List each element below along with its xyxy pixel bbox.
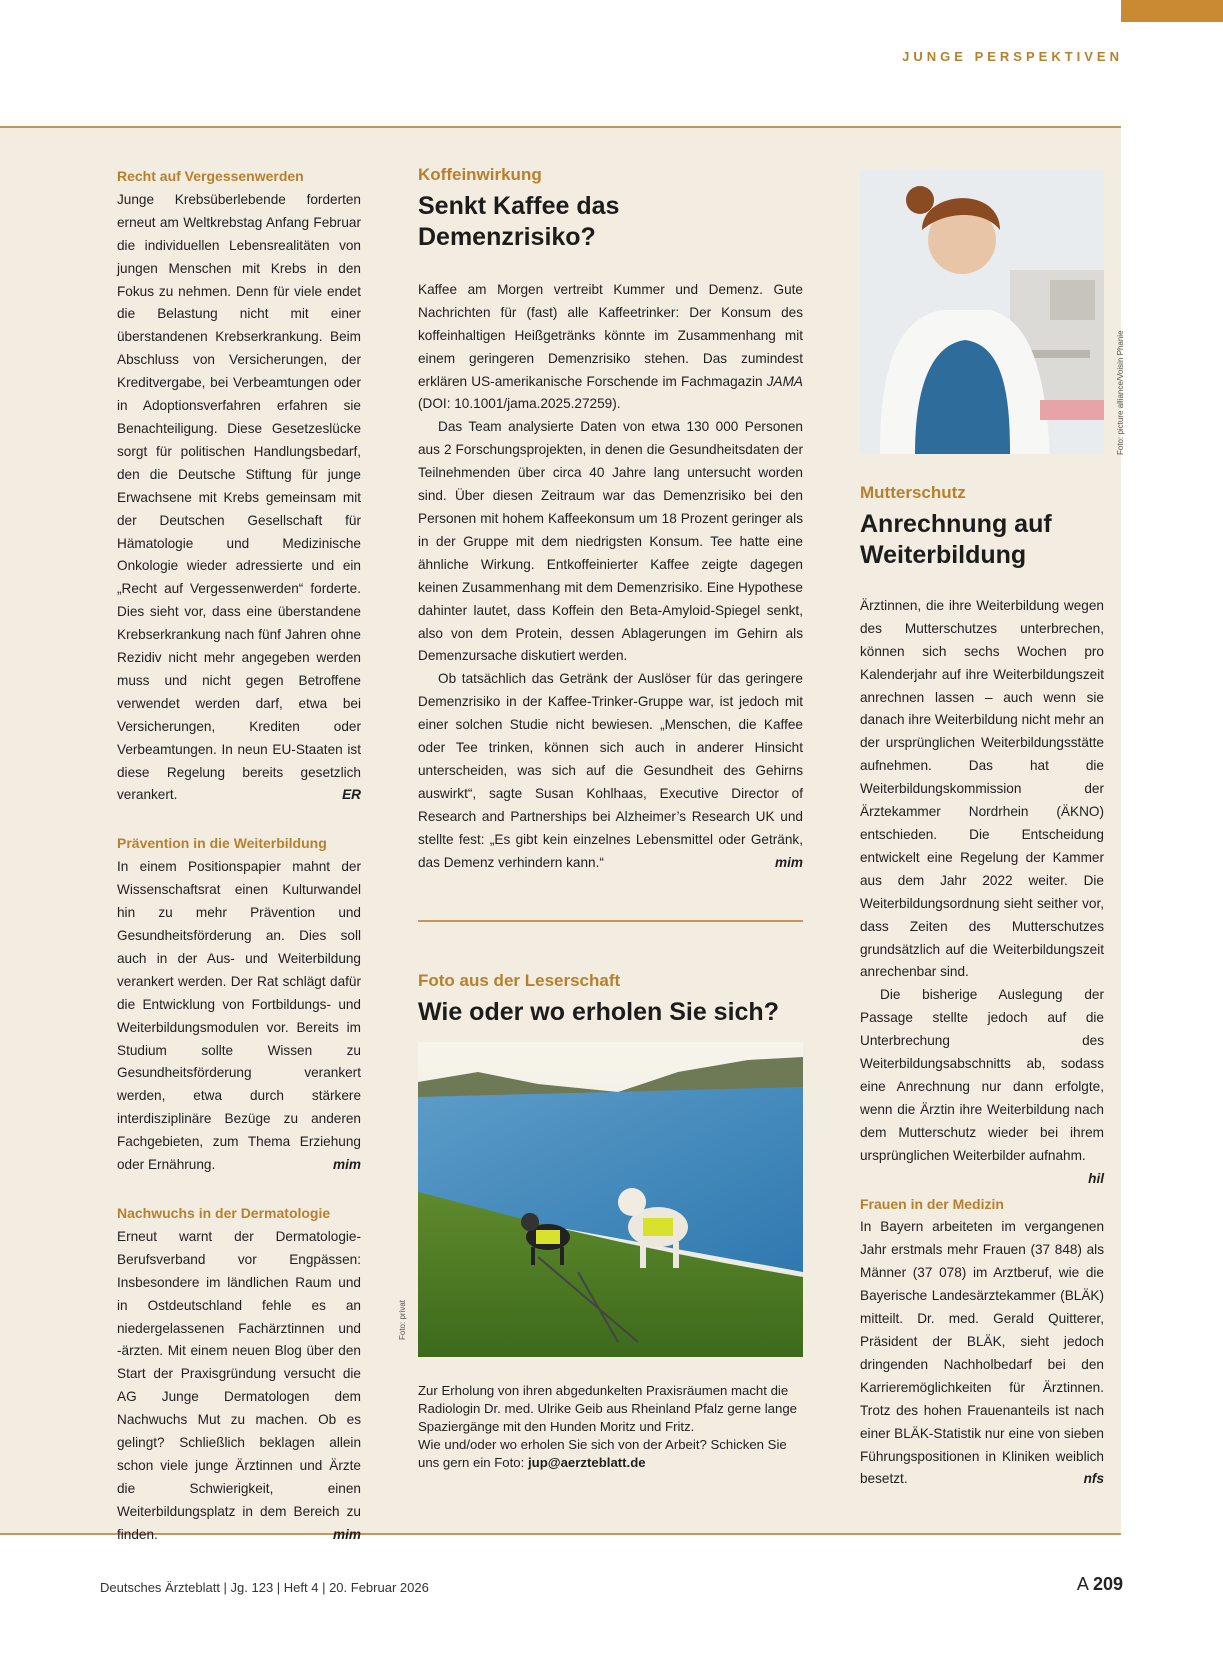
mutterschutz-paragraph-1: Ärztinnen, die ihre Weiterbildung wegen des Mutterschutzes unterbrechen, können sich sechs Wochen pro Kalenderjahr auf ihre Weiterbildungszeit anrechnen lassen – auch wenn sie danach ihre Weiterbildung nicht mehr an der ursprünglichen Weiterbildungsstätte aufnehmen. Das hat die Weiterbildungskommission der Ärztekammer Nordrhein (ÄKNO) entschieden. Die Entscheidung entwickelt eine Regelung der Kammer aus dem Jahr 2022 weiter. Die Weiterbildungsordnung sieht seither vor, dass Zeiten des Mutterschutzes grundsätzlich auf die Weiterbildungszeit anrechenbar sind. [860, 597, 1104, 980]
kaffee-paragraph-1: Kaffee am Morgen vertreibt Kummer und Demenz. Gute Nachrichten für (fast) alle Kaffeetrinker: Der Konsum des koffeinhaltigen Heißgetränks könnte im Zusammenhang mit einem geringeren Demenzrisiko stehen. Das zumindest erklären US-amerikanische Forschende im Fachmagazin JAMA (DOI: 10.1001/jama.2025.27259). [418, 281, 803, 412]
author-signature: mim [333, 1526, 361, 1542]
article-body: Junge Krebsüberlebende forderten erneut am Weltkrebstag Anfang Februar die individuellen Lebensrealitäten von jungen Menschen mit Krebs in den Fokus zu nehmen. Denn für viele endet die Belastung nicht mit einer überstandenen Krebserkrankung. Beim Abschluss von Versicherungen, der Kreditvergabe, bei Verbeamtungen oder in Adoptionsverfahren erfahren sie Benachteiligung. Diese Gesetzeslücke sorgt für politischen Handlungsbedarf, den die Deutsche Stiftung für junge Erwachsene mit Krebs gemeinsam mit der Deutschen Gesellschaft für Hämatologie und Medizinische Onkologie wieder adressierte und ein „Recht auf Vergessenwerden“ forderte. Dies sieht vor, dass eine überstandene Krebserkrankung nach fünf Jahren ohne Rezidiv nicht mehr angegeben werden muss und nicht gegen Betroffene verwendet werden darf, etwa bei Versicherungen, Krediten oder Verbeamtungen. In neun EU-Staaten ist diese Regelung bereits gesetzlich verankert. ER [117, 189, 361, 807]
article-dermatologie [117, 1202, 361, 1547]
article-body: Erneut warnt der Dermatologie-Berufsverband vor Engpässen: Insbesondere im ländlichen Raum und in Ostdeutschland fehle es an niedergelassenen Fachärztinnen und -ärzten. Mit einem neuen Blog über den Start der Praxisgründung versucht die AG Junge Dermatologen dem Nachwuchs Mut zu machen. Ob es gelingt? Schließlich beklagen allein schon viele junge Ärztinnen und Ärzte die Schwierigkeit, einen Weiterbildungsplatz in dem Bereich zu finden. mim [117, 1226, 361, 1547]
middle-column [398, 164, 803, 1472]
kaffee-paragraph-2: Das Team analysierte Daten von etwa 130 000 Personen aus 2 Forschungsprojekten, in denen die Gesundheitsdaten der Teilnehmenden über circa 40 Jahre lang untersucht worden sind. Über diesen Zeitraum war das Demenzrisiko bei den Personen mit hohem Kaffeekonsum um 18 Prozent geringer als in der Gruppe mit dem niedrigsten Konsum. Tee hatte eine ähnliche Wirkung. Entkoffeinierter Kaffee zeigte dagegen keinen Zusammenhang mit dem Demenzrisiko. Eine Hypothese dahinter lautet, dass Koffein den Beta-Amyloid-Spiegel senkt, also von dem Protein, dessen Ablagerungen im Gehirn als Demenzursache diskutiert werden. [418, 419, 803, 664]
page-number: A 209 [1076, 1574, 1123, 1594]
article-divider [418, 920, 803, 922]
photo-caption: Zur Erholung von ihren abgedunkelten Praxisräumen macht die Radiologin Dr. med. Ulrike Geib aus Rheinland Pfalz gerne lange Spaziergänge mit den Hunden Moritz und Fritz. Wie und/oder wo erholen Sie sich von der Arbeit? Schicken Sie uns gern ein Foto: jup@aerzteblatt.de [418, 1383, 797, 1471]
article-title: Frauen in der Medizin [860, 1195, 1004, 1212]
photo-credit: Foto: privat [398, 1299, 407, 1340]
article-recht-auf-vergessenwerden [117, 165, 361, 807]
corner-color-tab [1121, 0, 1223, 22]
foto-headline: Wie oder wo erholen Sie sich? [418, 998, 779, 1027]
mutterschutz-headline: Anrechnung auf Weiterbildung [860, 509, 1052, 569]
lake-dogs-illustration [418, 1042, 803, 1357]
photo-pregnant-doctor [860, 170, 1104, 454]
article-title: Prävention in die Weiterbildung [117, 835, 327, 852]
reader-photo-lake-dogs [418, 1042, 803, 1357]
journal-citation: Deutsches Ärzteblatt | Jg. 123 | Heft 4 | 20. Februar 2026 [100, 1580, 429, 1595]
author-signature: ER [342, 787, 361, 803]
foto-kicker: Foto aus der Leserschaft [418, 971, 621, 991]
reader-email-link[interactable]: jup@aerzteblatt.de [527, 1455, 646, 1471]
author-signature: mim [775, 854, 803, 870]
article-title: Recht auf Vergessenwerden [117, 168, 304, 184]
photo-credit: Foto: picture alliance/Voisin Phanie [1116, 330, 1125, 455]
author-signature: mim [333, 1157, 361, 1173]
journal-name: JAMA [766, 373, 803, 389]
author-signature: nfs [1083, 1471, 1104, 1487]
mutterschutz-kicker: Mutterschutz [860, 483, 966, 502]
article-body: In einem Positionspapier mahnt der Wissenschaftsrat einen Kulturwandel hin zu mehr Prävention und Gesundheitsförderung an. Dies soll auch in der Aus- und Weiterbildung verankert werden. Der Rat schlägt dafür die Entwicklung von Fortbildungs- und Weiterbildungsmodulen vor. Bereits im Studium sollte Wissen zu Gesundheitsförderung verankert werden, etwa durch stärkere interdisziplinäre Bezüge zu anderen Fachgebieten, zum Thema Erziehung oder Ernährung. mim [117, 856, 361, 1177]
frauen-body: In Bayern arbeiteten im vergangenen Jahr erstmals mehr Frauen (37 848) als Männer (37 078) im Arztberuf, wie die Bayerische Landesärztekammer (BLÄK) mitteilt. Dr. med. Gerald Quitterer, Präsident der BLÄK, sieht jedoch dringenden Nachholbedarf bei den Karrieremöglichkeiten für Ärztinnen. Trotz des hohen Frauenanteils ist nach einer BLÄK-Statistik nur eine von sieben Führungspositionen in Kliniken weiblich besetzt. nfs [860, 1216, 1104, 1491]
right-column [860, 170, 1125, 1491]
doctor-illustration [860, 170, 1104, 454]
kaffee-headline: Senkt Kaffee das Demenzrisiko? [418, 191, 620, 251]
mutterschutz-paragraph-2: Die bisherige Auslegung der Passage stellte jedoch auf die Unterbrechung des Weiterbildungsabschnitts ab, sodass eine Anrechnung nur dann erfolgte, wenn die Ärztin ihre Weiterbildung nach dem Mutterschutz wieder bei ihrem ursprünglichen Weiterbilder aufnahm. hil [860, 984, 1104, 1167]
kaffee-paragraph-3: Ob tatsächlich das Getränk der Auslöser für das geringere Demenzrisiko in der Kaffee-Trinker-Gruppe war, ist jedoch mit einer solchen Studie nicht bewiesen. „Menschen, die Kaffee oder Tee trinken, können sich auch in anderer Hinsicht unterscheiden, was sich auf die Gesundheit des Gehirns auswirkt“, sagte Susan Kohlhaas, Executive Director of Research and Partnerships bei Alzheimer’s Research UK und stellte fest: „Es gibt kein einzelnes Lebensmittel oder Getränk, das Demenz verhindern kann.“ mim [418, 668, 803, 874]
section-label: JUNGE PERSPEKTIVEN [902, 49, 1123, 64]
left-column [117, 165, 361, 1572]
author-signature: hil [1088, 1170, 1104, 1186]
article-praevention [117, 832, 361, 1177]
kaffee-kicker: Koffeinwirkung [418, 165, 542, 184]
article-title: Nachwuchs in der Dermatologie [117, 1204, 331, 1221]
